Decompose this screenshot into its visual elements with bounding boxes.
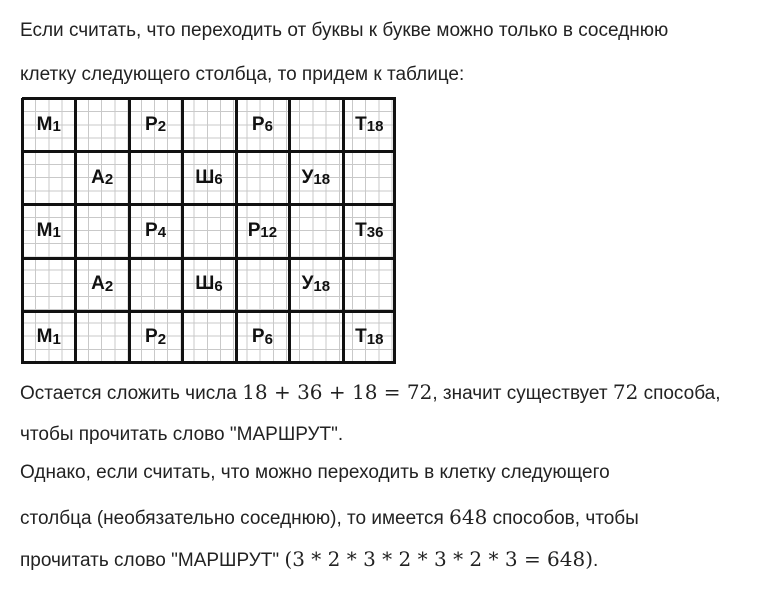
cell-letter: Р [145,219,158,241]
cell-count: 1 [52,118,61,136]
alt-count: 648 [449,505,488,529]
cell-count: 18 [313,171,331,189]
table-cell [182,258,235,311]
table-vertical-rule [235,98,238,364]
table-cell [289,311,342,364]
cell-count: 6 [214,171,223,189]
table-horizontal-rule [22,310,396,313]
table-cell [182,98,235,151]
table-cell [236,151,289,204]
table-cell [289,98,342,151]
table-vertical-rule [288,98,291,364]
table-horizontal-rule [22,257,396,260]
cell-letter: М [36,219,53,241]
table-cell [22,258,75,311]
table-cell [129,258,182,311]
table-vertical-rule [21,98,24,364]
sum-line-2: чтобы прочитать слово "МАРШРУТ". [20,424,344,445]
marshrut-table [22,98,396,364]
table-cell [129,311,182,364]
table-cell [182,311,235,364]
table-cell [236,204,289,257]
table-cell [75,258,128,311]
table-horizontal-rule [22,361,396,364]
sum-line-middle: , значит существует [432,383,613,404]
table-horizontal-rule [22,97,396,100]
cell-count: 2 [104,171,114,189]
table-cell [343,311,396,364]
alt-line-3-suffix: . [593,550,599,571]
cell-count: 18 [366,330,384,348]
table-cell [75,204,128,257]
table-cell [182,151,235,204]
cell-count: 6 [264,118,273,136]
sum-count: 72 [612,380,639,404]
cell-letter: У [301,273,314,295]
table-vertical-rule [181,98,184,364]
cell-letter: А [91,166,105,188]
table-cell [75,151,128,204]
cell-letter: Т [355,113,367,135]
table-cell [129,204,182,257]
table-cell [343,204,396,257]
alt-expression: (3 * 2 * 3 * 2 * 3 * 2 * 3 = 648) [284,547,594,571]
cell-count: 18 [366,118,384,136]
sum-expression: 18 + 36 + 18 = 72 [242,380,433,404]
cell-letter: Т [355,219,367,241]
cell-letter: М [36,326,53,348]
alt-line-2-suffix: способов, чтобы [487,508,639,529]
table-cell [236,98,289,151]
table-cell [343,151,396,204]
cell-letter: Р [251,326,265,348]
cell-count: 1 [52,224,61,242]
cell-count: 2 [157,118,167,136]
table-cell [75,311,128,364]
table-cell [236,311,289,364]
sum-line-suffix: способа, [638,383,721,404]
cell-count: 2 [157,330,167,348]
table-horizontal-rule [22,150,396,153]
cell-letter: Р [145,113,158,135]
alt-line-2 [20,505,639,530]
cell-letter: Р [145,326,158,348]
table-cell [22,151,75,204]
table-vertical-rule [393,98,396,364]
table-cell [182,204,235,257]
sum-line [20,380,721,405]
cell-letter: Р [251,113,265,135]
table-cell [289,258,342,311]
cell-count: 36 [366,224,384,242]
intro-line-2: клетку следующего столбца, то придем к таблице: [20,64,465,85]
cell-letter: Р [247,219,261,241]
table-cell [22,204,75,257]
cell-count: 18 [313,277,331,295]
table-cell [22,311,75,364]
cell-letter: Ш [195,166,215,188]
sum-line-prefix: Остается сложить числа [20,383,243,404]
table-cell [289,204,342,257]
table-cell [343,98,396,151]
cell-count: 12 [260,224,278,242]
cell-count: 1 [52,330,61,348]
table-cell [289,151,342,204]
table-horizontal-rule [22,203,396,206]
table-cell [129,151,182,204]
table-vertical-rule [74,98,77,364]
alt-line-1: Однако, если считать, что можно переходить в клетку следующего [20,462,610,483]
cell-letter: Ш [195,273,215,295]
cell-letter: А [91,273,105,295]
table-cell [236,258,289,311]
alt-line-3-prefix: прочитать слово "МАРШРУТ" [20,550,285,571]
alt-line-2-prefix: столбца (необязательно соседнюю), то имеется [20,508,450,529]
table-cell [343,258,396,311]
table-cell [129,98,182,151]
cell-count: 6 [264,330,273,348]
table-vertical-rule [128,98,131,364]
cell-count: 6 [214,277,223,295]
cell-letter: Т [355,326,367,348]
cell-count: 4 [157,224,167,242]
table-vertical-rule [342,98,345,364]
alt-line-3 [20,547,598,572]
cell-letter: М [36,113,53,135]
table-cell [22,98,75,151]
cell-letter: У [301,166,314,188]
table-cell [75,98,128,151]
intro-line-1: Если считать, что переходить от буквы к букве можно только в соседнюю [20,20,669,41]
cell-count: 2 [104,277,114,295]
